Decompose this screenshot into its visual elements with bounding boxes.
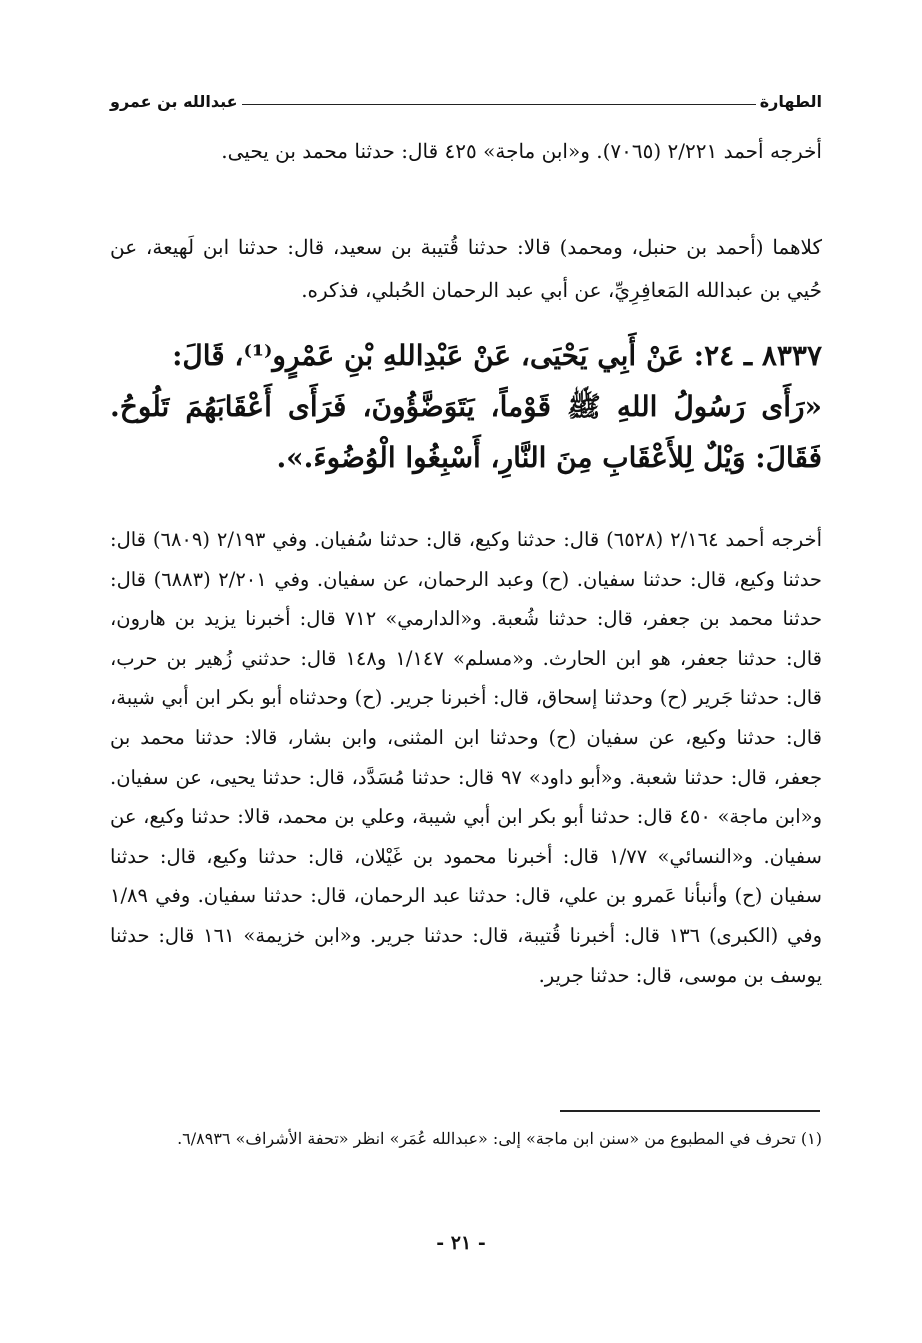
page-number: - ٢١ - [436,1232,486,1254]
chapter-title: الطهارة [759,91,822,111]
intro-paragraph-2 [110,226,822,312]
footnote [110,1122,822,1155]
intro-paragraph-1 [110,130,822,173]
running-header [110,86,822,116]
companion-name: عبدالله بن عمرو [110,91,238,111]
hadith-matn: «رَأَى رَسُولُ اللهِ ﷺ قَوْماً، يَتَوَضَّؤُونَ، فَرَأَى أَعْقَابَهُمَ تَلُوحُ. فَقَالَ: وَيْلٌ لِلأَعْقَابِ مِنَ النَّارِ، أَسْبِغُوا الْوُضُوءَ.». [110,390,822,474]
intro-text-1: أخرجه أحمد ٢/٢٢١ (٧٠٦٥). و«ابن ماجة» ٤٢٥ قال: حدثنا محمد بن يحيى. [221,139,822,163]
footnote-separator [560,1110,820,1112]
hadith-isnad: ٨٣٣٧ ـ ٢٤: عَنْ أَبِي يَحْيَى، عَنْ عَبْدِاللهِ بْنِ عَمْرٍو⁽¹⁾، قَالَ: [172,339,822,372]
intro-text-2: كلاهما (أحمد بن حنبل، ومحمد) قالا: حدثنا قُتيبة بن سعيد، قال: حدثنا ابن لَهيعة، عن حُيي بن عبدالله المَعافِرِيِّ، عن أبي عبد الرحمان الحُبلي، فذكره. [110,235,822,302]
footnote-text: (١) تحرف في المطبوع من «سنن ابن ماجة» إلى: «عبدالله عُمَر» انظر «تحفة الأشراف» ٦/٨٩٣٦. [177,1129,822,1148]
takhrij-text: أخرجه أحمد ٢/١٦٤ (٦٥٢٨) قال: حدثنا وكيع، قال: حدثنا سُفيان. وفي ٢/١٩٣ (٦٨٠٩) قال: حدثنا وكيع، قال: حدثنا سفيان. (ح) وعبد الرحمان، عن سفيان. وفي ٢/٢٠١ (٦٨٨٣) قال: حدثنا محمد بن جعفر، قال: حدثنا شُعبة. و«الدارمي» ٧١٢ قال: أخبرنا يزيد بن هارون، قال: حدثنا جعفر، هو ابن الحارث. و«مسلم» ١/١٤٧ و١٤٨ قال: حدثني زُهير بن حرب، قال: حدثنا جَرير (ح) وحدثنا إسحاق، قال: أخبرنا جرير. (ح) وحدثناه أبو بكر ابن أبي شيبة، قال: حدثنا وكيع، عن سفيان (ح) وحدثنا ابن المثنى، وابن بشار، قالا: حدثنا محمد بن جعفر، قال: حدثنا شعبة. و«أبو داود» ٩٧ قال: حدثنا مُسَدَّد، قال: حدثنا يحيى، عن سفيان. و«ابن ماجة» ٤٥٠ قال: حدثنا أبو بكر ابن أبي شيبة، وعلي بن محمد، قالا: حدثنا وكيع، عن سفيان. و«النسائي» ١/٧٧ قال: أخبرنا محمود بن غَيْلان، قال: حدثنا وكيع، قال: حدثنا سفيان (ح) وأنبأنا عَمرو بن علي، قال: حدثنا عبد الرحمان، قال: حدثنا سفيان. وفي ١/٨٩ وفي (الكبرى) ١٣٦ قال: أخبرنا قُتيبة، قال: حدثنا جرير. و«ابن خزيمة» ١٦١ قال: حدثنا يوسف بن موسى، قال: حدثنا جرير. [110,528,823,987]
header-rule [242,104,756,105]
hadith-block [110,330,822,483]
takhrij-paragraph [110,520,822,995]
